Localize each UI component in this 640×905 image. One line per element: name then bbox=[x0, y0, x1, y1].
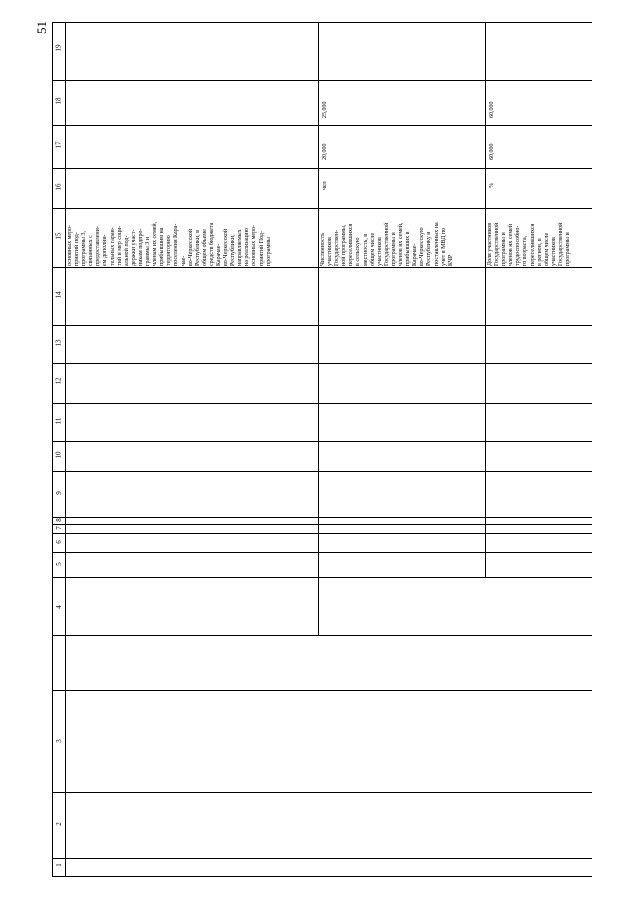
indicator-line: участников bbox=[327, 237, 334, 266]
indicator-line: основных меро- bbox=[67, 224, 73, 266]
page-number: 51 bbox=[34, 21, 49, 34]
indicator-line: участников bbox=[550, 237, 557, 266]
column-number: 9 bbox=[54, 491, 63, 495]
indicator-line: Доля участников bbox=[487, 222, 493, 266]
column-boundary bbox=[52, 168, 592, 169]
indicator-line: альной под- bbox=[123, 235, 130, 266]
column-number: 13 bbox=[54, 339, 63, 347]
column-number: 12 bbox=[54, 377, 63, 385]
row-separator bbox=[485, 22, 486, 577]
column-number: 11 bbox=[54, 417, 63, 425]
indicator-line: на реализацию bbox=[244, 228, 251, 266]
indicator-line: во-Черкесской bbox=[223, 228, 230, 266]
value-cell: 60,000 bbox=[489, 143, 495, 160]
indicator-line: Карачае- bbox=[215, 243, 222, 266]
indicator-text bbox=[320, 222, 455, 266]
indicator-line: тельных гаран- bbox=[109, 227, 116, 266]
column-number: 15 bbox=[54, 232, 63, 240]
indicator-line: предоставлени- bbox=[95, 226, 102, 266]
indicator-line: территорию bbox=[166, 235, 173, 266]
indicator-line: программы 3, bbox=[81, 231, 88, 266]
indicator-line: трудоспособно- bbox=[515, 225, 522, 266]
column-boundary bbox=[52, 125, 592, 126]
column-boundary bbox=[52, 403, 592, 404]
column-number: 4 bbox=[54, 605, 63, 609]
indicator-line: никам подпро- bbox=[137, 228, 144, 266]
column-number: 3 bbox=[54, 739, 63, 743]
indicator-line: приятий Под- bbox=[258, 231, 265, 266]
column-boundary bbox=[52, 577, 592, 578]
value-cell: 25,000 bbox=[322, 101, 328, 118]
indicator-line: членам их семей, bbox=[152, 221, 159, 266]
indicator-line: ной программы, bbox=[341, 224, 348, 266]
indicator-line: го возраста, bbox=[522, 235, 529, 266]
column-boundary bbox=[52, 524, 592, 525]
column-boundary bbox=[52, 267, 592, 268]
indicator-line: программы и bbox=[565, 232, 572, 266]
indicator-line: переселившихся bbox=[348, 223, 355, 266]
indicator-line: программы и bbox=[390, 232, 397, 266]
column-number: 17 bbox=[54, 141, 63, 149]
indicator-line: во-Черкесскую bbox=[419, 227, 426, 266]
unit-cell: чел bbox=[322, 181, 328, 190]
value-cell: 20,000 bbox=[322, 143, 328, 160]
column-number: 18 bbox=[54, 97, 63, 105]
column-boundary bbox=[52, 363, 592, 364]
column-boundary bbox=[52, 325, 592, 326]
header-strip-border bbox=[65, 22, 66, 877]
column-boundary bbox=[52, 552, 592, 553]
table-bottom-border bbox=[52, 876, 592, 877]
indicator-line: Государственной bbox=[557, 222, 564, 266]
indicator-line: Республики, bbox=[230, 234, 237, 266]
indicator-line: КЧР bbox=[447, 254, 454, 266]
column-boundary bbox=[52, 635, 592, 636]
indicator-line: переселившихся bbox=[529, 223, 536, 266]
table-sheet bbox=[52, 22, 592, 877]
indicator-line: Государствен- bbox=[334, 230, 341, 266]
column-boundary bbox=[52, 792, 592, 793]
column-boundary bbox=[52, 80, 592, 81]
indicator-line: прибывших в bbox=[405, 231, 412, 266]
column-number: 14 bbox=[54, 291, 63, 299]
indicator-line: связанных с bbox=[88, 235, 95, 266]
indicator-line: ем дополни- bbox=[102, 234, 109, 266]
column-boundary bbox=[52, 858, 592, 859]
column-boundary bbox=[52, 471, 592, 472]
indicator-line: учет в МВД по bbox=[440, 227, 447, 266]
indicator-text bbox=[487, 223, 572, 266]
column-number: 6 bbox=[54, 540, 63, 544]
indicator-line: поселения Кара- bbox=[173, 223, 180, 266]
indicator-line: Численность bbox=[320, 232, 326, 266]
indicator-line: тий и мер соци- bbox=[116, 225, 123, 266]
column-number: 2 bbox=[54, 822, 63, 826]
indicator-line: граммы 3 и bbox=[145, 237, 152, 266]
value-cell: 60,000 bbox=[489, 101, 495, 118]
indicator-line: прибывшим на bbox=[159, 227, 166, 266]
indicator-line: общем объеме bbox=[201, 229, 208, 266]
indicator-line: во-Черкесской bbox=[187, 228, 194, 266]
indicator-line: программы и bbox=[501, 232, 508, 266]
unit-cell: % bbox=[489, 183, 495, 188]
column-number: 16 bbox=[54, 183, 63, 191]
table-top-border bbox=[52, 22, 592, 23]
row-separator bbox=[318, 22, 319, 635]
column-number: 7 bbox=[54, 526, 63, 530]
indicator-text bbox=[67, 222, 273, 266]
indicator-line: направляемых bbox=[237, 229, 244, 266]
indicator-line: местность, в bbox=[362, 233, 369, 266]
indicator-line: в регион, в bbox=[536, 238, 543, 266]
column-boundary bbox=[52, 441, 592, 442]
indicator-line: членов их семей bbox=[508, 224, 515, 266]
indicator-line: в сельскую bbox=[355, 237, 362, 266]
column-number: 8 bbox=[54, 518, 63, 522]
indicator-line: программы bbox=[265, 237, 272, 266]
indicator-line: поставленных на bbox=[433, 222, 440, 266]
indicator-line: Республику и bbox=[426, 231, 433, 266]
column-number: 1 bbox=[54, 863, 63, 867]
column-number: 10 bbox=[54, 451, 63, 459]
indicator-line: держки участ- bbox=[130, 229, 137, 266]
indicator-line: общем числе bbox=[369, 232, 376, 266]
indicator-line: средств бюджета bbox=[208, 222, 215, 266]
indicator-line: основных меро- bbox=[251, 224, 258, 266]
indicator-line: общем числе bbox=[543, 232, 550, 266]
indicator-line: Государственной bbox=[494, 222, 501, 266]
indicator-line: Государственной bbox=[383, 222, 390, 266]
column-number: 19 bbox=[54, 44, 63, 52]
column-boundary bbox=[52, 208, 592, 209]
indicator-line: приятий под- bbox=[74, 232, 81, 266]
indicator-line: Карачае- bbox=[412, 243, 419, 266]
table-left-border bbox=[52, 22, 53, 877]
indicator-line: чае- bbox=[180, 255, 187, 266]
column-boundary bbox=[52, 517, 592, 518]
column-number: 5 bbox=[54, 562, 63, 566]
indicator-line: Республики, в bbox=[194, 230, 201, 266]
column-boundary bbox=[52, 533, 592, 534]
indicator-line: членов их семей, bbox=[398, 222, 405, 266]
column-boundary bbox=[52, 690, 592, 691]
indicator-line: участников bbox=[376, 237, 383, 266]
